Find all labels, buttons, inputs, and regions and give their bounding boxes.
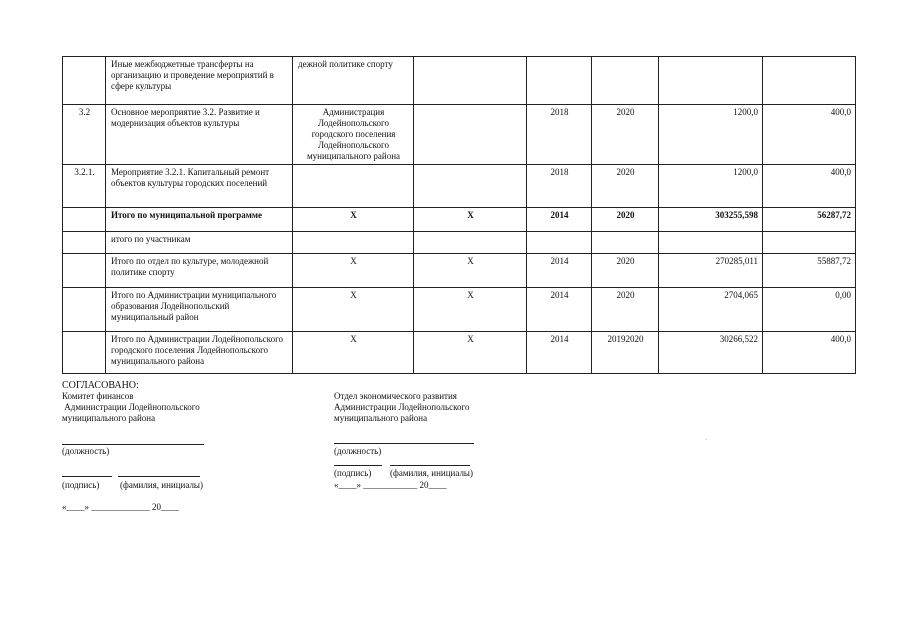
table-row [63, 254, 856, 288]
row-start-year [527, 232, 592, 254]
row-participant: X [414, 332, 527, 374]
row-participant: X [414, 254, 527, 288]
left-org-line-1: Комитет финансов [62, 391, 134, 401]
row-executor [293, 165, 414, 208]
row-end-year: 2020 [592, 208, 659, 232]
row-executor [293, 232, 414, 254]
row-sub: 55887,72 [763, 254, 856, 288]
right-name-caption: (фамилия, инициалы) [390, 468, 473, 478]
left-name-caption: (фамилия, инициалы) [120, 480, 203, 490]
row-number: 3.2.1. [63, 165, 106, 208]
right-org-line-2: Администрации Лодейнопольского [334, 402, 470, 412]
row-number [63, 254, 106, 288]
row-sub: 56287,72 [763, 208, 856, 232]
row-sub: 0,00 [763, 288, 856, 332]
row-total: 1200,0 [659, 165, 763, 208]
table-row [63, 332, 856, 374]
row-sub: 400,0 [763, 332, 856, 374]
left-position-caption: (должность) [62, 446, 110, 456]
row-end-year: 2020 [592, 105, 659, 165]
table-row [63, 57, 856, 105]
row-name: Мероприятие 3.2.1. Капитальный ремонт объектов культуры городских поселений [106, 165, 293, 208]
scan-speck: · [705, 436, 708, 444]
left-org-line-2: Администрации Лодейнопольского [62, 402, 200, 412]
table-row [63, 288, 856, 332]
row-sub [763, 57, 856, 105]
row-executor: X [293, 332, 414, 374]
right-org-line-1: Отдел экономического развития [334, 391, 457, 401]
left-signature-caption: (подпись) [62, 480, 100, 490]
right-name-line [390, 465, 470, 466]
row-number [63, 57, 106, 105]
row-number [63, 208, 106, 232]
row-participant [414, 232, 527, 254]
row-end-year [592, 57, 659, 105]
row-number [63, 232, 106, 254]
row-name: итого по участникам [106, 232, 293, 254]
right-signature-line [334, 465, 382, 466]
row-total: 2704,065 [659, 288, 763, 332]
right-position-line [334, 443, 474, 444]
row-name: Итого по отдел по культуре, молодежной политике спорту [106, 254, 293, 288]
row-executor: Администрация Лодейнопольского городского поселения Лодейнопольского муниципального района [293, 105, 414, 165]
table-row [63, 232, 856, 254]
row-start-year: 2014 [527, 288, 592, 332]
table-row [63, 105, 856, 165]
left-signature-line [62, 476, 112, 477]
row-sub: 400,0 [763, 105, 856, 165]
left-date-line: «____» _____________ 20____ [62, 502, 179, 512]
row-name: Иные межбюджетные трансферты на организацию и проведение мероприятий в сфере культуры [106, 57, 293, 105]
row-name: Итого по Администрации Лодейнопольского городского поселения Лодейнопольского муниципального района [106, 332, 293, 374]
row-sub [763, 232, 856, 254]
left-org-line-3: муниципального района [62, 413, 156, 423]
row-executor: X [293, 254, 414, 288]
row-executor: X [293, 288, 414, 332]
agreed-heading: СОГЛАСОВАНО: [62, 380, 139, 391]
row-total: 1200,0 [659, 105, 763, 165]
row-participant: X [414, 208, 527, 232]
right-signature-caption: (подпись) [334, 468, 372, 478]
left-approval-block [62, 380, 200, 424]
row-participant [414, 57, 527, 105]
row-end-year: 2020 [592, 254, 659, 288]
row-start-year: 2014 [527, 332, 592, 374]
row-end-year: 2020 [592, 165, 659, 208]
right-position-caption: (должность) [334, 446, 382, 456]
row-sub: 400,0 [763, 165, 856, 208]
row-number: 3.2 [63, 105, 106, 165]
row-number [63, 332, 106, 374]
left-name-line [118, 476, 200, 477]
row-total [659, 232, 763, 254]
row-number [63, 288, 106, 332]
right-org-line-3: муниципального района [334, 413, 428, 423]
table-row [63, 208, 856, 232]
row-start-year [527, 57, 592, 105]
program-table [62, 56, 856, 374]
row-name: Итого по муниципальной программе [106, 208, 293, 232]
row-participant [414, 105, 527, 165]
row-participant [414, 165, 527, 208]
row-end-year [592, 232, 659, 254]
row-start-year: 2018 [527, 105, 592, 165]
row-participant: X [414, 288, 527, 332]
row-total: 270285,011 [659, 254, 763, 288]
row-start-year: 2014 [527, 254, 592, 288]
row-total: 30266,522 [659, 332, 763, 374]
row-name: Итого по Администрации муниципального образования Лодейнопольский муниципальный район [106, 288, 293, 332]
table-row [63, 165, 856, 208]
row-start-year: 2014 [527, 208, 592, 232]
row-total: 303255,598 [659, 208, 763, 232]
row-end-year: 2020 [592, 288, 659, 332]
row-executor: X [293, 208, 414, 232]
row-total [659, 57, 763, 105]
row-name: Основное мероприятие 3.2. Развитие и модернизация объектов культуры [106, 105, 293, 165]
right-approval-block [334, 391, 469, 424]
left-position-line [62, 444, 204, 445]
row-end-year: 20192020 [592, 332, 659, 374]
right-date-line: «____» ____________ 20____ [334, 480, 447, 490]
row-start-year: 2018 [527, 165, 592, 208]
row-executor: дежной политике спорту [293, 57, 414, 105]
